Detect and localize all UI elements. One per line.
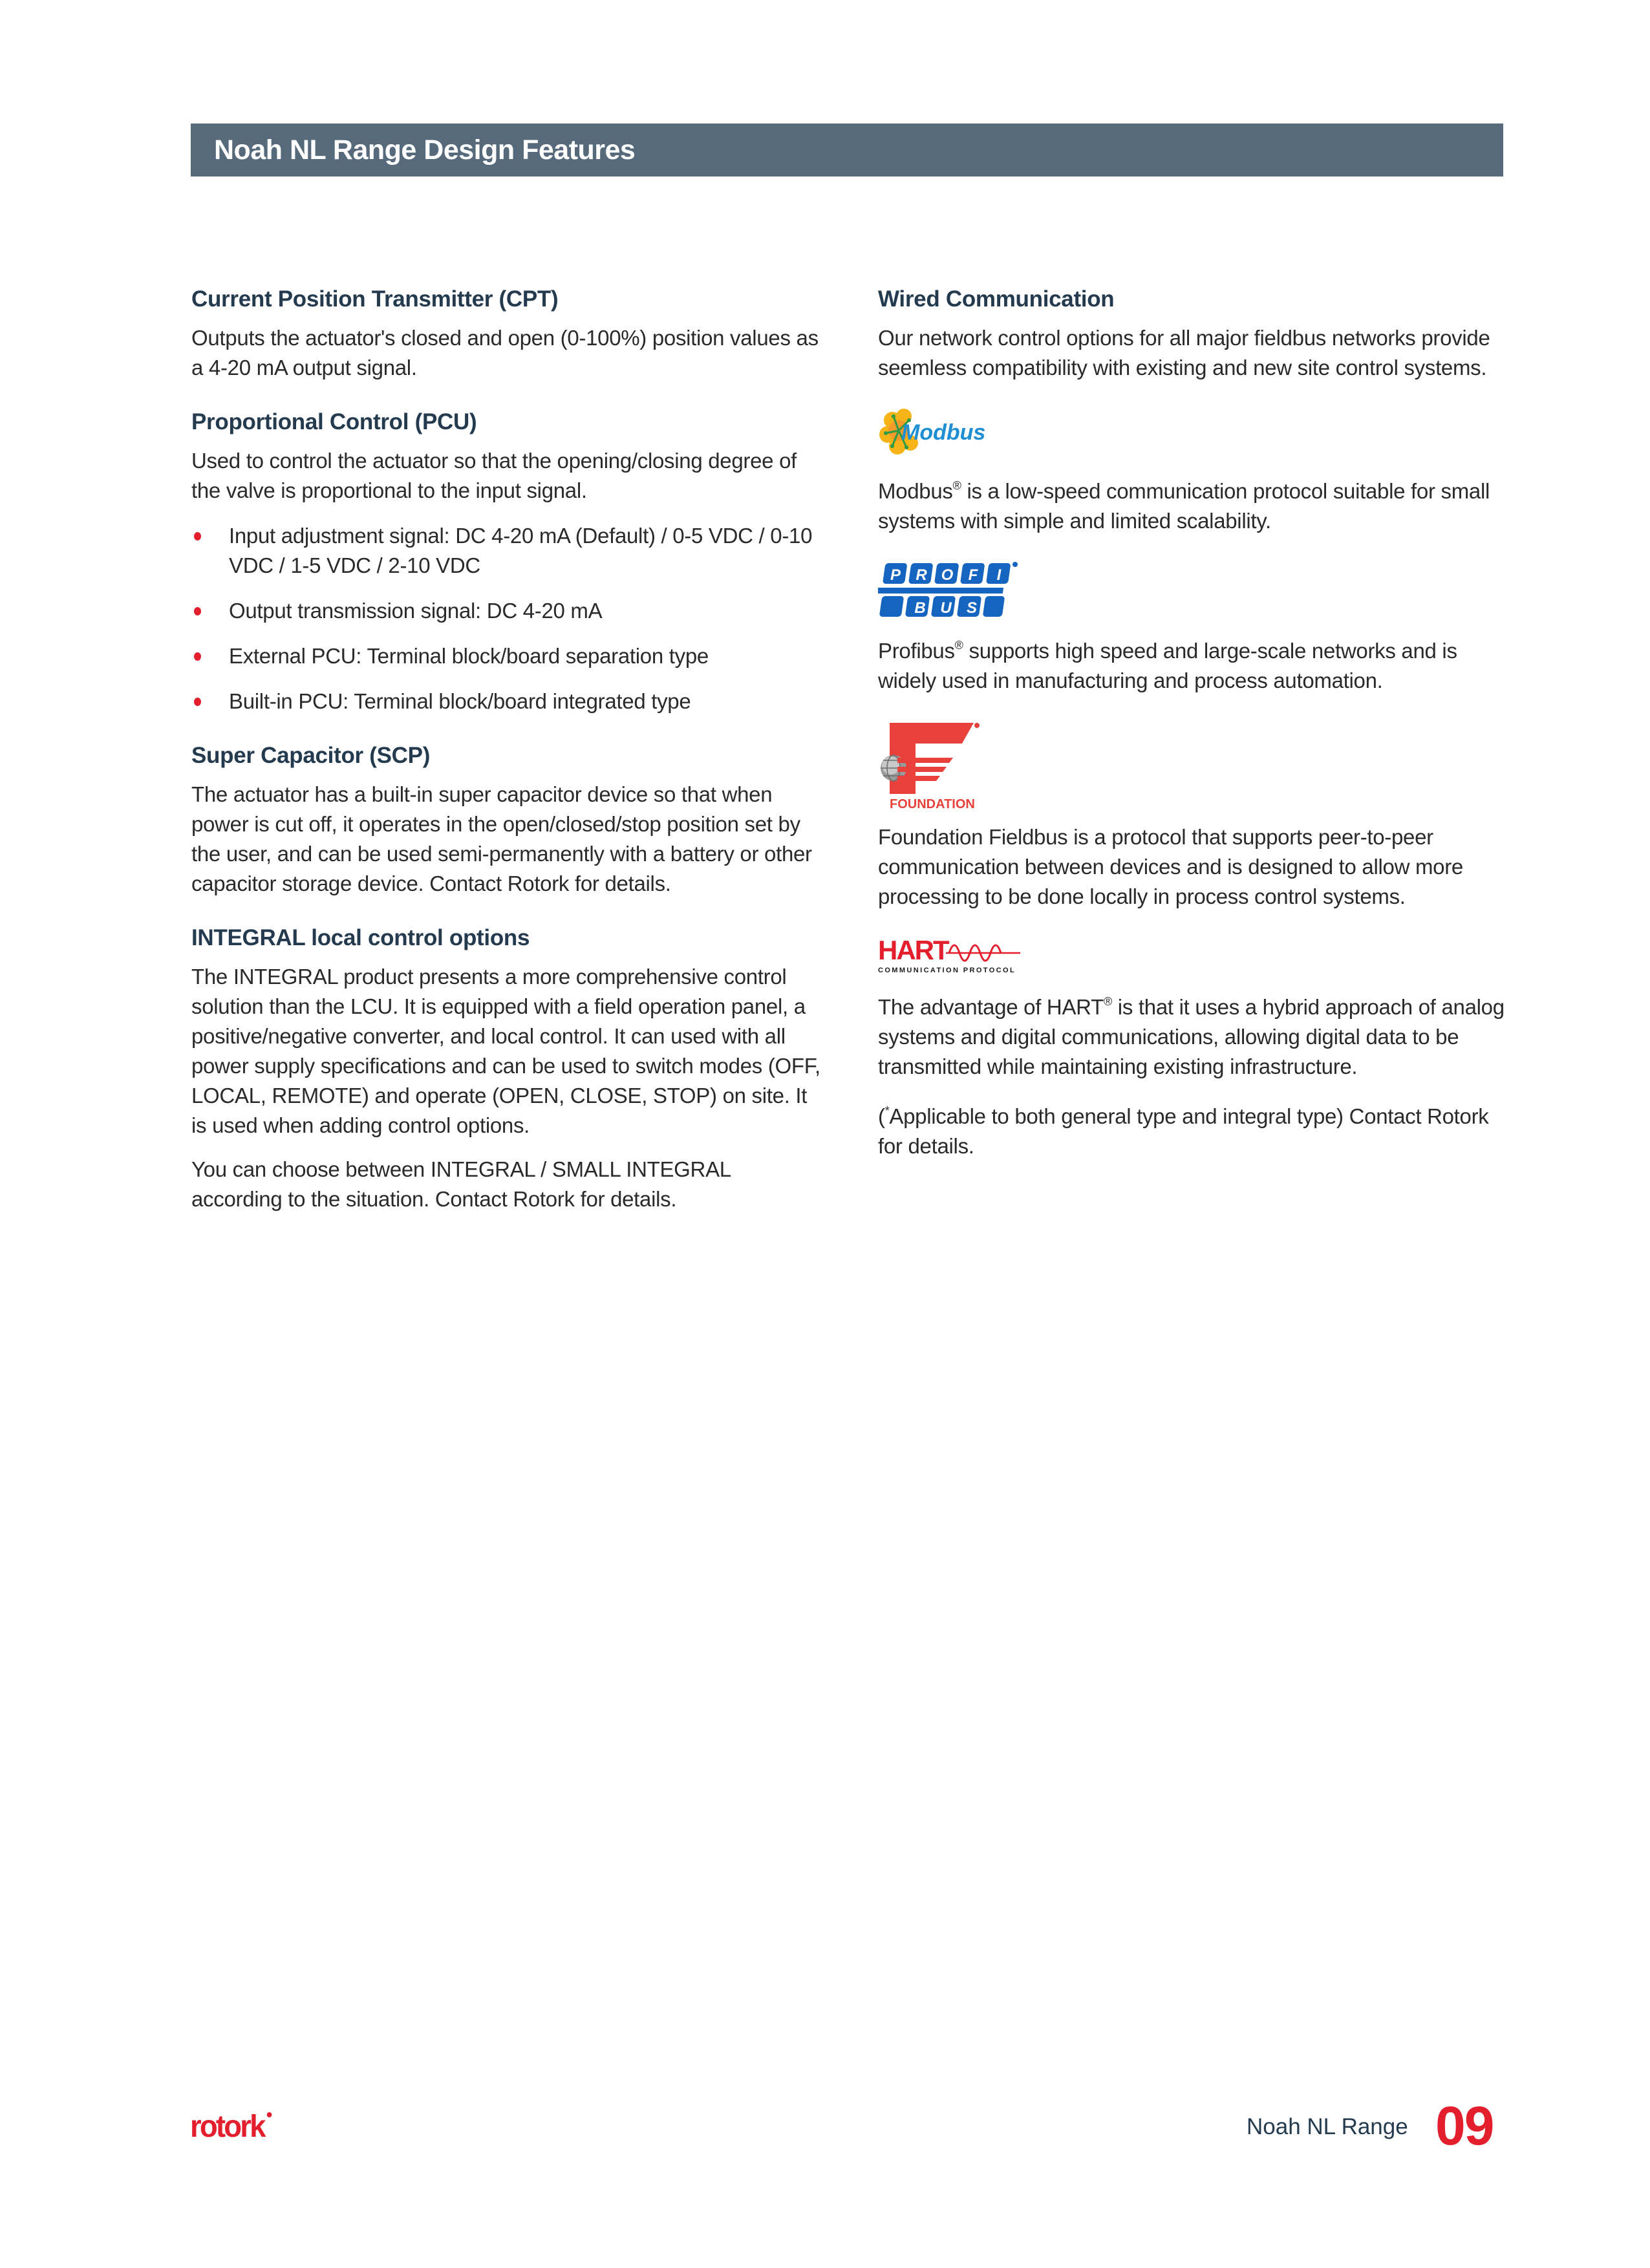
hart-body-suffix: is that it uses a hybrid approach of analog systems and digital communications, allowing digital data to be transmitted while maintaining existing infrastructure. [878, 995, 1505, 1078]
pcu-bullet-list [191, 521, 825, 716]
bullet-item [191, 521, 825, 581]
note-open-paren: ( [878, 1104, 885, 1128]
section-modbus [878, 407, 1512, 536]
foundation-fieldbus-logo-icon [878, 720, 981, 811]
right-column [878, 284, 1512, 1186]
profibus-letter: I [996, 566, 1002, 584]
bullet-dot-icon [194, 532, 201, 540]
registered-dot-icon [266, 2112, 272, 2117]
bullet-dot-icon [194, 652, 201, 661]
rotork-logo [190, 2109, 272, 2145]
registered-mark: ® [954, 639, 963, 652]
hart-logo-text: HART [878, 936, 948, 965]
asterisk-mark: * [884, 1104, 890, 1117]
modbus-logo-icon [878, 407, 1020, 459]
page-header-bar [191, 123, 1503, 177]
hart-logo-subtext: COMMUNICATION PROTOCOL [878, 967, 1016, 974]
section-body-wired: Our network control options for all major fieldbus networks provide seemless compatibility with existing and new site control systems. [878, 326, 1490, 380]
bullet-text: Built-in PCU: Terminal block/board integrated type [229, 689, 691, 713]
profibus-letter: O [941, 566, 954, 584]
section-body-pcu: Used to control the actuator so that the opening/closing degree of the valve is proportional to the input signal. [191, 449, 797, 502]
section-pcu [191, 407, 825, 716]
profibus-letter: F [968, 566, 978, 584]
profibus-logo-icon [878, 561, 1020, 619]
registered-mark: ® [952, 479, 961, 492]
bullet-item [191, 596, 825, 626]
bullet-dot-icon [194, 698, 201, 706]
bullet-dot-icon [194, 607, 201, 615]
page-title: Noah NL Range Design Features [214, 134, 636, 166]
profibus-letter: P [890, 566, 901, 584]
bullet-text: External PCU: Terminal block/board separation type [229, 644, 709, 668]
hart-body-prefix: The advantage of HART [878, 995, 1104, 1019]
section-heading-integral: INTEGRAL local control options [191, 925, 530, 950]
hart-logo [878, 936, 1512, 975]
profibus-logo [878, 561, 1512, 619]
section-heading-wired: Wired Communication [878, 286, 1115, 312]
section-body-scp: The actuator has a built-in super capacitor device so that when power is cut off, it operates in the open/closed/stop position set by the user, and can be used semi-permanently with a battery or other capacitor storage device. Contact Rotork for details. [191, 782, 812, 895]
section-foundation-fieldbus [878, 720, 1512, 912]
page-number: 09 [1435, 2095, 1494, 2156]
section-body-foundation: Foundation Fieldbus is a protocol that supports peer-to-peer communication between devices and is designed to allow more processing to be done locally in process control systems. [878, 825, 1463, 908]
note-text: Applicable to both general type and integral type) Contact Rotork for details. [878, 1104, 1489, 1158]
profibus-letter: B [914, 599, 926, 617]
bullet-item [191, 641, 825, 671]
profibus-letter: U [940, 599, 952, 617]
registered-mark: ® [1103, 995, 1112, 1008]
section-hart [878, 936, 1512, 1161]
section-profibus [878, 561, 1512, 696]
footer-range-label: Noah NL Range [1247, 2114, 1408, 2139]
section-scp [191, 741, 825, 899]
modbus-description: is a low-speed communication protocol suitable for small systems with simple and limited scalability. [878, 479, 1490, 533]
modbus-logo-text: Modbus [901, 420, 986, 445]
bullet-text: Input adjustment signal: DC 4-20 mA (Default) / 0-5 VDC / 0-10 VDC / 1-5 VDC / 2-10 VDC [229, 524, 813, 577]
section-heading-scp: Super Capacitor (SCP) [191, 743, 431, 768]
profibus-name: Profibus [878, 639, 955, 663]
section-heading-cpt: Current Position Transmitter (CPT) [191, 286, 559, 312]
profibus-letter: R [916, 566, 927, 584]
foundation-logo-text: FOUNDATION [890, 797, 975, 811]
section-integral [191, 923, 825, 1214]
left-column [191, 284, 825, 1239]
section-body-integral-choice: You can choose between INTEGRAL / SMALL INTEGRAL according to the situation. Contact Rotork for details. [191, 1157, 731, 1211]
section-body-hart [878, 987, 1512, 1082]
rotork-logo-text: rotork [190, 2110, 264, 2144]
section-wired-communication [878, 284, 1512, 383]
foundation-logo [878, 720, 1512, 811]
section-body-modbus [878, 471, 1512, 536]
profibus-letter: S [966, 599, 978, 617]
profibus-description: supports high speed and large-scale networks and is widely used in manufacturing and process automation. [878, 639, 1457, 692]
modbus-logo [878, 407, 1512, 459]
section-heading-pcu: Proportional Control (PCU) [191, 409, 477, 434]
section-body-integral: The INTEGRAL product presents a more comprehensive control solution than the LCU. It is equipped with a field operation panel, a positive/negative converter, and local control. It can used with all power supply specifications and can be used to switch modes (OFF, LOCAL, REMOTE) and operate (OPEN, CLOSE, STOP) on site. It is used when adding control options. [191, 965, 820, 1137]
section-note-hart [878, 1096, 1512, 1161]
section-body-cpt: Outputs the actuator's closed and open (0-100%) position values as a 4-20 mA output signal. [191, 326, 819, 380]
hart-logo-icon [878, 936, 1020, 975]
bullet-text: Output transmission signal: DC 4-20 mA [229, 599, 603, 623]
section-body-profibus [878, 630, 1512, 696]
bullet-item [191, 687, 825, 716]
section-cpt [191, 284, 825, 383]
modbus-name: Modbus [878, 479, 953, 503]
